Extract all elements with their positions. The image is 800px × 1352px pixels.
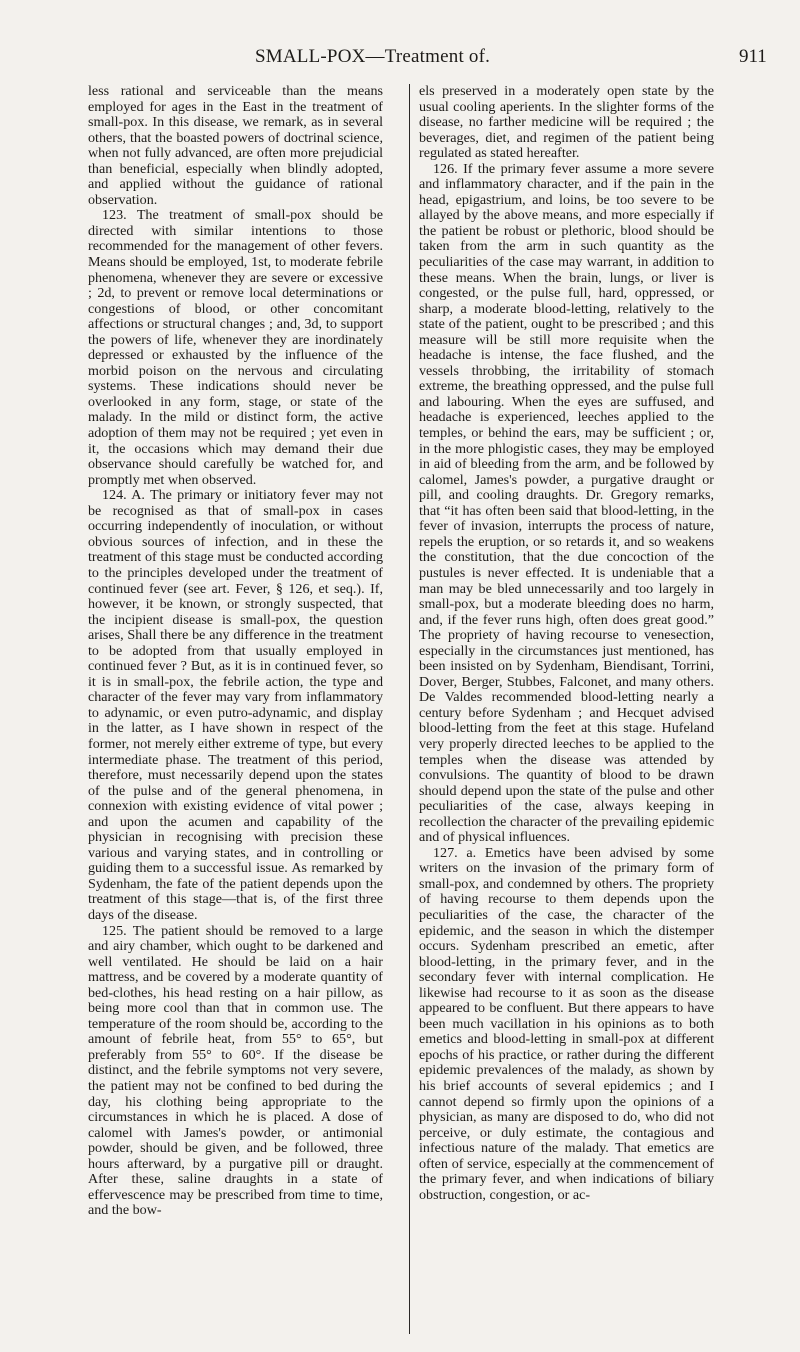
- left-column: [88, 84, 383, 1324]
- column-divider: [409, 84, 410, 1334]
- paragraph-125-continued: els preserved in a moderately open state by the usual cooling aperients. In the slighter forms of the disease, no farther medicine will be required ; the beverages, diet, and regimen of the patient being regulated as stated hereafter.: [419, 84, 714, 162]
- text-columns: [88, 84, 714, 1324]
- paragraph-126: 126. If the primary fever assume a more severe and inflammatory character, and if the pain in the head, epigastrium, and loins, be too severe to be allayed by the above means, and more especially if the patient be robust or plethoric, blood should be taken from the arm in such quantity as the peculiarities of the case may warrant, in addition to these means. When the brain, lungs, or liver is congested, or the pulse full, hard, oppressed, or sharp, a moderate blood-letting, relatively to the state of the patient, ought to be prescribed ; and this measure will be still more requisite when the headache is intense, the face flushed, and the vessels throbbing, the irritability of stomach extreme, the breathing oppressed, and the pulse full and labouring. When the eyes are suffused, and headache is experienced, leeches applied to the temples, or behind the ears, may be sufficient ; or, in the more phlogistic cases, they may be employed in aid of bleeding from the arm, and be followed by calomel, James's powder, a purgative draught or pill, and cooling draughts. Dr. Gregory remarks, that “it has often been said that blood-letting, in the fever of invasion, interrupts the process of nature, repels the eruption, or so retards it, and so weakens the constitution, that the due concoction of the pustules is never effected. It is undeniable that a man may be bled unnecessarily and too largely in small-pox, but a moderate bleeding does no harm, and, if the fever runs high, often does great good.” The propriety of having recourse to venesection, especially in the circumstances just mentioned, has been insisted on by Sydenham, Biendisant, Torrini, Dover, Berger, Stubbes, Falconet, and many others. De Valdes recommended blood-letting nearly a century before Sydenham ; and Hecquet advised blood-letting from the feet at this stage. Hufeland very properly directed leeches to be applied to the temples when the disease was attended by convulsions. The quantity of blood to be drawn should depend upon the state of the pulse and other peculiarities of the case, always keeping in recollection the character of the prevailing epidemic and of physical influences.: [419, 160, 714, 846]
- page-number: 911: [739, 46, 767, 67]
- paragraph-125: 125. The patient should be removed to a large and airy chamber, which ought to be darkened and well ventilated. He should be laid on a hair mattress, and be covered by a moderate quantity of bed-clothes, his head resting on a hair pillow, as being more cool than that in common use. The temperature of the room should be, according to the amount of febrile heat, from 55° to 65°, but preferably from 55° to 60°. If the disease be distinct, and the febrile symptoms not very severe, the patient may not be confined to bed during the day, his clothing being appropriate to the circumstances in which he is placed. A dose of calomel with James's powder, or antimonial powder, should be given, and be followed, three hours afterward, by a purgative pill or draught. After these, saline draughts in a state of effervescence may be prescribed from time to time, and the bow-: [88, 922, 383, 1219]
- right-column: [419, 84, 714, 1324]
- paragraph-123: 123. The treatment of small-pox should be directed with similar intentions to those recommended for the management of other fevers. Means should be employed, 1st, to moderate febrile phenomena, whenever they are severe or excessive ; 2d, to prevent or remove local determinations or congestions of blood, or other concomitant affections or structural changes ; and, 3d, to support the powers of life, whenever they are inordinately depressed or exhausted by the influence of the morbid poison on the nervous and circulating systems. These indications should never be overlooked in any form, stage, or state of the malady. In the mild or distinct form, the active adoption of them may not be required ; yet even in it, the occasions which may demand their due observance should carefully be watched for, and promptly met when observed.: [88, 207, 383, 488]
- paragraph-continued: less rational and serviceable than the means employed for ages in the East in the treatment of small-pox. In this disease, we remark, as in several others, that the boasted powers of doctrinal science, when not fully advanced, are often more prejudicial than beneficial, especially when blindly adopted, and applied without the guidance of rational observation.: [88, 84, 383, 208]
- paragraph-127: 127. a. Emetics have been advised by some writers on the invasion of the primary form of small-pox, and condemned by others. The propriety of having recourse to them depends upon the peculiarities of the case, the character of the epidemic, and the season in which the distemper occurs. Sydenham prescribed an emetic, after blood-letting, in the primary fever, and in the secondary fever with internal complication. He likewise had recourse to it as soon as the disease appeared to be confluent. But there appears to have been much vacillation in his opinions as to both emetics and blood-letting in small-pox at different epochs of his practice, or rather during the different epidemic prevalences of the malady, as shown by his brief accounts of several epidemics ; and I cannot depend so firmly upon the opinions of a physician, as many are disposed to do, who did not perceive, or duly estimate, the contagious and infectious nature of the malady. That emetics are often of service, especially at the commencement of the primary fever, and when indications of biliary obstruction, congestion, or ac-: [419, 844, 714, 1203]
- running-header: [0, 46, 800, 72]
- running-head-title: SMALL-POX—Treatment of.: [255, 46, 491, 67]
- paragraph-124: 124. A. The primary or initiatory fever may not be recognised as that of small-pox in cases occurring independently of inoculation, or without obvious sources of infection, and in these the treatment of this stage must be conducted according to the principles developed under the treatment of continued fever (see art. Fever, § 126, et seq.). If, however, it be known, or strongly suspected, that the incipient disease is small-pox, the question arises, Shall there be any difference in the treatment to be adopted from that usually employed in continued fever ? But, as it is in continued fever, so it is in small-pox, the febrile action, the type and character of the fever may vary from inflammatory to adynamic, or even putro-adynamic, and display in the latter, as I have shown in respect of the former, not merely either extreme of type, but every intermediate phase. The treatment of this period, therefore, must necessarily depend upon the states of the pulse and of the general phenomena, in connexion with existing evidence of vital power ; and upon the acumen and capability of the physician in recognising with precision these various and varying states, and in controlling or guiding them to a successful issue. As remarked by Sydenham, the fate of the patient depends upon the treatment of this stage—that is, of the first three days of the disease.: [88, 487, 383, 923]
